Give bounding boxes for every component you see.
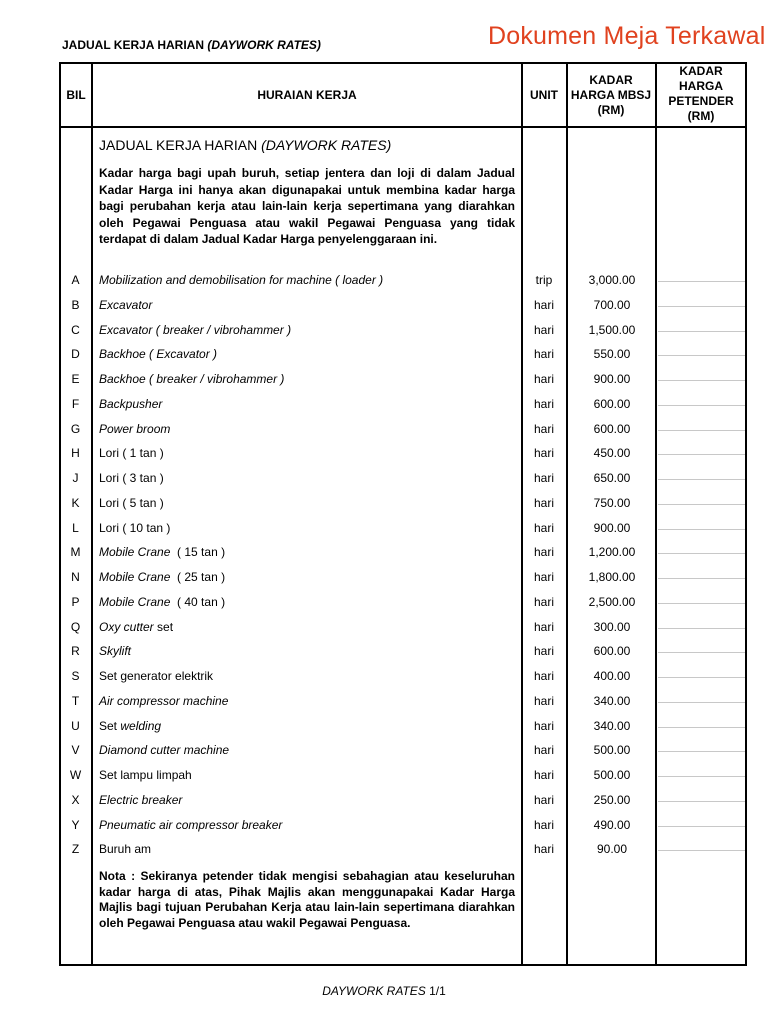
row-unit: trip: [535, 273, 553, 287]
row-description-plain: Set: [99, 718, 121, 733]
row-unit: hari: [533, 669, 554, 683]
petender-entry-line[interactable]: [658, 405, 745, 406]
petender-entry-line[interactable]: [658, 529, 745, 530]
row-bil: E: [71, 372, 80, 386]
petender-entry-line[interactable]: [658, 727, 745, 728]
row-description: [99, 446, 164, 460]
petender-entry-line[interactable]: [658, 702, 745, 703]
petender-entry-line[interactable]: [658, 652, 745, 653]
document-title-plain: JADUAL KERJA HARIAN: [62, 38, 208, 52]
row-description: [99, 644, 131, 658]
row-description-italic: Backhoe ( Excavator ): [99, 347, 218, 362]
table-row: [59, 719, 747, 743]
row-description-italic: Excavator ( breaker / vibrohammer ): [99, 322, 292, 337]
row-description: [99, 545, 225, 559]
row-price-mbsj: 450.00: [593, 446, 631, 461]
table-row: [59, 620, 747, 644]
row-description: [99, 570, 225, 584]
header-huraian-kerja: HURAIAN KERJA: [257, 88, 357, 102]
row-unit: hari: [533, 718, 554, 733]
petender-entry-line[interactable]: [658, 628, 745, 629]
row-bil: H: [71, 446, 80, 461]
row-price-mbsj: 1,200.00: [588, 545, 636, 560]
row-description-italic: Pneumatic air compressor breaker: [99, 817, 283, 832]
row-description: [99, 422, 170, 436]
row-bil: P: [71, 594, 80, 609]
footer-label: DAYWORK RATES: [322, 984, 426, 998]
row-description: [99, 719, 161, 733]
row-description: [99, 521, 170, 535]
footer-page-number: 1/1: [425, 984, 446, 998]
row-unit: hari: [533, 471, 554, 485]
row-unit: hari: [533, 570, 554, 584]
row-unit: hari: [533, 520, 554, 535]
row-price-mbsj: 900.00: [593, 372, 631, 386]
row-description: [99, 372, 284, 386]
row-bil: B: [71, 297, 80, 312]
row-description: [99, 595, 225, 609]
row-description-plain: ( 15 tan ): [170, 545, 226, 560]
row-description: [99, 818, 282, 832]
petender-entry-line[interactable]: [658, 430, 745, 431]
table-row: [59, 694, 747, 718]
petender-entry-line[interactable]: [658, 826, 745, 827]
row-unit: hari: [533, 446, 554, 461]
petender-entry-line[interactable]: [658, 331, 745, 332]
row-unit: hari: [533, 842, 554, 857]
petender-entry-line[interactable]: [658, 380, 745, 381]
table-row: [59, 496, 747, 520]
row-description: [99, 842, 151, 856]
petender-entry-line[interactable]: [658, 306, 745, 307]
nota-paragraph: Nota : Sekiranya petender tidak mengisi sebahagian atau keseluruhan kadar harga di atas, Pihak Majlis akan menggunapakai Kadar Harga Majlis bagi tujuan Perubahan Kerja atau lain-lain sepertimana diarahkan oleh Pegawai Penguasa atau wakil Pegawai Penguasa.: [99, 869, 515, 930]
row-description: [99, 323, 291, 337]
row-description-italic: Backpusher: [99, 396, 163, 411]
row-unit: hari: [533, 594, 554, 609]
table-row: [59, 768, 747, 792]
table-row: [59, 446, 747, 470]
row-unit: hari: [533, 693, 554, 708]
petender-entry-line[interactable]: [658, 603, 745, 604]
row-bil: S: [71, 669, 80, 683]
table-row: [59, 397, 747, 421]
row-bil: Z: [71, 842, 80, 857]
row-bil: K: [71, 495, 80, 510]
row-description-italic: Oxy cutter: [99, 619, 154, 634]
row-unit: hari: [533, 396, 554, 411]
petender-entry-line[interactable]: [658, 776, 745, 777]
header-kadar-petender: KADAR HARGA PETENDER (RM): [668, 64, 734, 123]
row-unit: hari: [533, 347, 554, 362]
row-description-plain: Buruh am: [99, 842, 152, 857]
table-row: [59, 595, 747, 619]
row-unit: hari: [533, 372, 554, 386]
row-price-mbsj: 600.00: [593, 396, 631, 411]
petender-entry-line[interactable]: [658, 677, 745, 678]
table-row: [59, 818, 747, 842]
row-description-italic: Mobile Crane: [99, 545, 171, 560]
row-bil: J: [72, 471, 79, 485]
row-description: [99, 273, 383, 287]
table-row: [59, 422, 747, 446]
row-description-italic: Mobile Crane: [99, 570, 171, 584]
controlled-document-stamp: Dokumen Meja Terkawal: [488, 22, 766, 50]
table-row: [59, 372, 747, 396]
row-unit: hari: [533, 322, 554, 337]
petender-entry-line[interactable]: [658, 553, 745, 554]
header-unit: UNIT: [530, 88, 558, 102]
petender-entry-line[interactable]: [658, 454, 745, 455]
row-unit: hari: [533, 768, 554, 782]
row-description-italic: Air compressor machine: [99, 693, 229, 708]
row-price-mbsj: 750.00: [593, 495, 631, 510]
row-price-mbsj: 490.00: [593, 817, 631, 832]
table-row: [59, 793, 747, 817]
row-bil: T: [71, 693, 80, 708]
row-description-italic: Excavator: [99, 297, 153, 312]
row-description-italic: Skylift: [99, 644, 132, 659]
row-bil: N: [71, 570, 80, 584]
table-row: [59, 521, 747, 545]
row-description: [99, 298, 152, 312]
section-title-italic: (DAYWORK RATES): [261, 137, 392, 153]
row-unit: hari: [533, 297, 554, 312]
row-description-italic: Power broom: [99, 421, 171, 436]
row-price-mbsj: 340.00: [593, 718, 631, 733]
row-description: [99, 496, 164, 510]
row-bil: W: [69, 768, 82, 782]
row-bil: G: [70, 421, 81, 436]
row-price-mbsj: 500.00: [593, 743, 631, 758]
row-bil: Y: [71, 817, 80, 832]
row-price-mbsj: 250.00: [593, 792, 631, 807]
row-description-plain: Set generator elektrik: [99, 669, 214, 683]
table-row: [59, 545, 747, 569]
row-description: [99, 694, 228, 708]
row-bil: A: [71, 273, 80, 287]
row-description-plain: Set lampu limpah: [99, 768, 192, 782]
row-description: [99, 793, 182, 807]
row-price-mbsj: 700.00: [593, 297, 631, 312]
table-row: [59, 570, 747, 594]
row-unit: hari: [533, 743, 554, 758]
row-description: [99, 347, 217, 361]
row-bil: M: [70, 545, 81, 560]
row-price-mbsj: 400.00: [593, 669, 631, 683]
row-unit: hari: [533, 619, 554, 634]
petender-entry-line[interactable]: [658, 281, 745, 282]
row-description-italic: Mobilization and demobilisation for machine ( loader ): [99, 273, 384, 287]
page-footer: [0, 984, 768, 998]
petender-entry-line[interactable]: [658, 801, 745, 802]
row-price-mbsj: 600.00: [593, 644, 631, 659]
row-price-mbsj: 1,800.00: [588, 570, 636, 584]
petender-entry-line[interactable]: [658, 479, 745, 480]
table-row: [59, 644, 747, 668]
row-unit: hari: [533, 545, 554, 560]
row-description-plain: ( 25 tan ): [170, 570, 226, 584]
row-price-mbsj: 650.00: [593, 471, 631, 485]
row-description-plain: Lori ( 5 tan ): [99, 495, 164, 510]
row-description: [99, 397, 162, 411]
row-price-mbsj: 600.00: [593, 421, 631, 436]
table-row: [59, 347, 747, 371]
row-unit: hari: [533, 817, 554, 832]
row-price-mbsj: 900.00: [593, 520, 631, 535]
document-title: [62, 38, 321, 52]
row-unit: hari: [533, 421, 554, 436]
row-unit: hari: [533, 495, 554, 510]
petender-entry-line[interactable]: [658, 751, 745, 752]
row-description-italic: welding: [120, 718, 162, 733]
petender-entry-line[interactable]: [658, 355, 745, 356]
section-intro: Kadar harga bagi upah buruh, setiap jentera dan loji di dalam Jadual Kadar Harga ini hanya akan digunapakai untuk membina kadar harga bagi perubahan kerja atau lain-lain kerja sepertimana yang diarahkan oleh Pegawai Penguasa atau wakil Pegawai Penguasa yang tidak terdapat di dalam Jadual Kadar Harga penyelenggaraan ini.: [99, 166, 515, 247]
table-row: [59, 669, 747, 693]
row-description: [99, 471, 164, 485]
row-description-plain: ( 40 tan ): [170, 594, 226, 609]
row-bil: D: [71, 347, 80, 362]
document-title-italic: (DAYWORK RATES): [207, 38, 321, 52]
row-description-italic: Backhoe ( breaker / vibrohammer ): [99, 372, 285, 386]
row-description: [99, 669, 213, 683]
petender-entry-line[interactable]: [658, 504, 745, 505]
row-bil: C: [71, 322, 80, 337]
table-row: [59, 273, 747, 297]
header-bil: BIL: [66, 88, 86, 102]
row-bil: U: [71, 718, 80, 733]
row-description: [99, 768, 192, 782]
row-description-plain: Lori ( 10 tan ): [99, 520, 171, 535]
row-price-mbsj: 340.00: [593, 693, 631, 708]
row-description-plain: Lori ( 1 tan ): [99, 446, 164, 461]
row-description: [99, 620, 173, 634]
header-divider: [59, 126, 747, 128]
row-price-mbsj: 1,500.00: [588, 322, 636, 337]
row-unit: hari: [533, 644, 554, 659]
section-title-plain: JADUAL KERJA HARIAN: [99, 137, 262, 153]
row-bil: L: [72, 520, 79, 535]
row-price-mbsj: 2,500.00: [588, 594, 636, 609]
row-description-plain: set: [153, 619, 174, 634]
row-price-mbsj: 300.00: [593, 619, 631, 634]
petender-entry-line[interactable]: [658, 578, 745, 579]
row-description-italic: Mobile Crane: [99, 594, 171, 609]
petender-entry-line[interactable]: [658, 850, 745, 851]
table-row: [59, 743, 747, 767]
row-description-plain: Lori ( 3 tan ): [99, 471, 164, 485]
table-row: [59, 298, 747, 322]
row-description: [99, 743, 229, 757]
row-bil: V: [71, 743, 80, 758]
row-bil: X: [71, 792, 80, 807]
header-kadar-mbsj: KADAR HARGA MBSJ (RM): [570, 72, 652, 117]
row-price-mbsj: 500.00: [593, 768, 631, 782]
table-row: [59, 842, 747, 866]
row-description-italic: Diamond cutter machine: [99, 743, 230, 758]
section-title: [99, 137, 391, 153]
row-bil: R: [71, 644, 80, 659]
row-price-mbsj: 90.00: [596, 842, 628, 857]
row-description-italic: Electric breaker: [99, 792, 183, 807]
row-bil: Q: [70, 619, 81, 634]
table-row: [59, 471, 747, 495]
table-row: [59, 323, 747, 347]
row-unit: hari: [533, 792, 554, 807]
row-price-mbsj: 3,000.00: [588, 273, 636, 287]
row-bil: F: [71, 396, 80, 411]
row-price-mbsj: 550.00: [593, 347, 631, 362]
